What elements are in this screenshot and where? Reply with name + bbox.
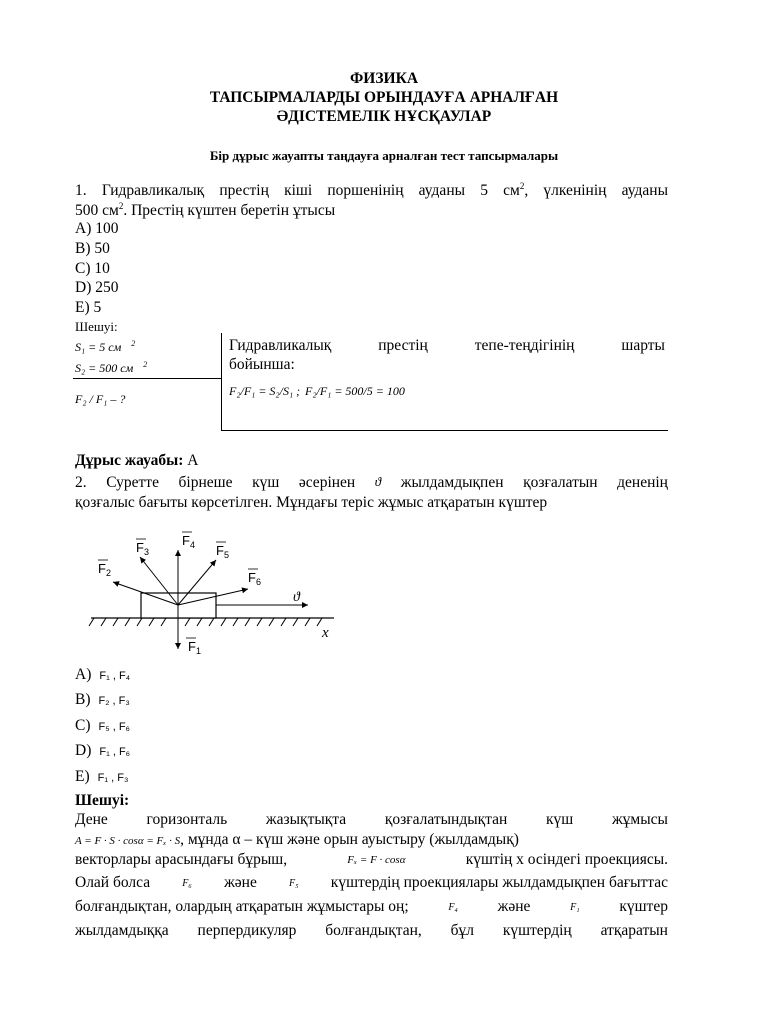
sol-f5: F₅	[289, 878, 299, 889]
q2-option-b-label: B)	[75, 691, 91, 708]
sol-word-4: қозғалатындықтан	[384, 811, 508, 828]
q1-formula1: F₂/F₁ = S₂/S₁ ;	[229, 384, 301, 398]
q1-option-c: C) 10	[75, 260, 110, 277]
sol6-word-4: бұл	[450, 922, 474, 939]
q2-sol-line5	[75, 898, 668, 916]
sol-word-2: горизонталь	[146, 811, 228, 828]
sol-f4: F₄	[448, 902, 458, 913]
q1-given-s1-text: S₁ = 5 см	[75, 340, 122, 354]
q2-option-a-label: A)	[75, 666, 92, 683]
sol6-word-1: жылдамдыққа	[75, 922, 169, 939]
q2-sol-line1	[75, 811, 668, 829]
q2-option-a	[75, 666, 130, 684]
label-f3: $F_3$	[136, 540, 149, 557]
label-f1: $F_1$	[188, 639, 201, 656]
q1-given-s1-sup: 2	[131, 339, 136, 348]
q1-option-e: E) 5	[75, 299, 102, 316]
q1-answer-label: Дұрыс жауабы:	[75, 452, 184, 469]
q2-sol-line6	[75, 922, 668, 940]
q1-text-line2	[75, 201, 335, 220]
sol6-word-6: атқаратын	[600, 922, 668, 939]
q1-given-s2-sup: 2	[143, 360, 148, 369]
doc-subtitle: Бір дұрыс жауапты таңдауға арналған тест тапсырмалары	[209, 148, 559, 163]
q1-answer	[75, 452, 198, 470]
label-f4: $F_4$	[182, 533, 195, 550]
velocity-label: ϑ	[293, 590, 300, 605]
sol-line4-b: және	[224, 874, 257, 891]
q2-word-2: Суретте	[106, 474, 159, 491]
q2-word-8: қозғалатын	[523, 474, 598, 491]
sol-f6: F₆	[182, 878, 192, 889]
q1-option-b: B) 50	[75, 240, 110, 257]
ground-hatching	[89, 618, 322, 626]
q1-condition-line2: бойынша:	[229, 356, 295, 373]
q1-given-s1	[75, 339, 135, 355]
q2-word-4: күш	[252, 474, 280, 491]
sol-word-5: күш	[546, 811, 574, 828]
sol-f1: F₁	[570, 902, 580, 913]
q1-line1-a: 1. Гидравликалық престің кіші поршенінің ауданы 5 см	[75, 182, 520, 200]
q2-text-line1	[75, 474, 668, 492]
q2-word-5: әсерінен	[298, 474, 356, 491]
q2-sol-line2	[75, 831, 668, 849]
cond-word-1: Гидравликалық	[229, 337, 332, 354]
q2-option-e-value: F₁ , F₃	[97, 772, 129, 784]
q2-option-d-label: D)	[75, 742, 92, 759]
sol6-word-3: болғандықтан,	[325, 922, 422, 939]
q2-option-c	[75, 717, 130, 735]
q2-solution-label: Шешуі:	[75, 792, 130, 809]
label-f2: $F_2$	[98, 561, 111, 578]
sol-word-3: жазықтықта	[265, 811, 347, 828]
sol-word-1: Дене	[75, 811, 108, 828]
sol-line5-a: болғандықтан, олардың атқаратын жұмыстары оң;	[75, 898, 409, 915]
q1-given-s2	[75, 360, 147, 376]
cond-word-3: тепе-теңдігінің	[474, 337, 575, 354]
q2-option-b-value: F₂ , F₃	[98, 695, 130, 707]
sol-line4-a: Олай болса	[75, 874, 151, 891]
q2-sol-line4	[75, 874, 668, 892]
cond-word-4: шарты	[621, 337, 665, 354]
q1-line2-b: . Престің күштен беретін ұтысы	[123, 202, 336, 220]
doc-title: ФИЗИКА	[349, 70, 419, 87]
q2-option-a-value: F₁ , F₄	[99, 670, 131, 682]
sol-word-6: жұмысы	[611, 811, 668, 828]
doc-title-line3: ӘДІСТЕМЕЛІК НҰСҚАУЛАР	[276, 108, 492, 125]
sol-line2-text: , мұнда α – күш және орын ауыстыру (жылдамдық)	[180, 831, 519, 848]
q2-option-e-label: E)	[75, 768, 90, 785]
sol-line5-b: және	[497, 898, 531, 915]
q1-solution-label: Шешуі:	[75, 319, 118, 334]
q1-condition-line1	[229, 337, 665, 355]
q2-option-d-value: F₁ , F₆	[99, 746, 131, 758]
q1-line1-b: , үлкенінің ауданы	[524, 182, 668, 200]
q1-line2-sup: 2	[118, 201, 124, 211]
q2-word-7: жылдамдықпен	[400, 474, 504, 491]
q2-sol-line3	[75, 851, 668, 869]
sol-line4-c: күштердің проекциялары жылдамдықпен бағыттас	[330, 874, 668, 891]
label-f5: $F_5$	[216, 543, 229, 560]
sol-line3-a: векторлары арасындағы бұрыш,	[75, 851, 288, 868]
q2-option-c-value: F₅ , F₆	[98, 721, 130, 733]
sol-line3-b: күштің x осіндегі проекциясы.	[465, 851, 668, 868]
velocity-symbol: ϑ	[374, 474, 382, 489]
cond-word-2: престің	[378, 337, 428, 354]
force-diagram	[88, 525, 348, 665]
q2-option-b	[75, 691, 130, 709]
q2-word-9: дененің	[617, 474, 668, 491]
q1-line2-a: 500 см	[75, 202, 119, 220]
solution-frame-bottom	[221, 430, 668, 431]
q1-given-s2-text: S₂ = 500 см	[75, 361, 134, 375]
q1-option-d: D) 250	[75, 279, 119, 296]
doc-title-line2: ТАПСЫРМАЛАРДЫ ОРЫНДАУҒА АРНАЛҒАН	[209, 89, 559, 106]
q2-word-3: бірнеше	[178, 474, 233, 491]
sol6-word-2: перпердикуляр	[197, 922, 297, 939]
q1-unknown: F₂ / F₁ – ?	[75, 392, 126, 406]
q2-option-e	[75, 768, 128, 786]
sol-line5-c: күштер	[619, 898, 668, 915]
q1-option-a: A) 100	[75, 220, 119, 237]
sol-work-formula: A = F · S · cosα = Fₓ · S	[75, 835, 181, 847]
q2-text-line2: қозғалыс бағыты көрсетілген. Мұндағы теріс жұмыс атқаратын күштер	[75, 494, 548, 511]
q2-word-1: 2.	[75, 474, 87, 491]
q1-answer-value: A	[183, 452, 199, 469]
q2-option-c-label: C)	[75, 717, 91, 734]
given-divider	[73, 378, 221, 379]
sol6-word-5: күштердің	[502, 922, 572, 939]
x-axis-label: x	[322, 625, 329, 641]
solution-frame-left	[221, 333, 222, 431]
q1-text-line1	[75, 181, 668, 200]
label-f6: $F_6$	[248, 570, 261, 587]
sol-projection-formula: Fₓ = F · cosα	[347, 854, 406, 866]
q2-option-d	[75, 742, 130, 760]
q1-formula2: F₂/F₁ = 500/5 = 100	[305, 384, 405, 398]
q1-line1-sup: 2	[519, 181, 525, 191]
